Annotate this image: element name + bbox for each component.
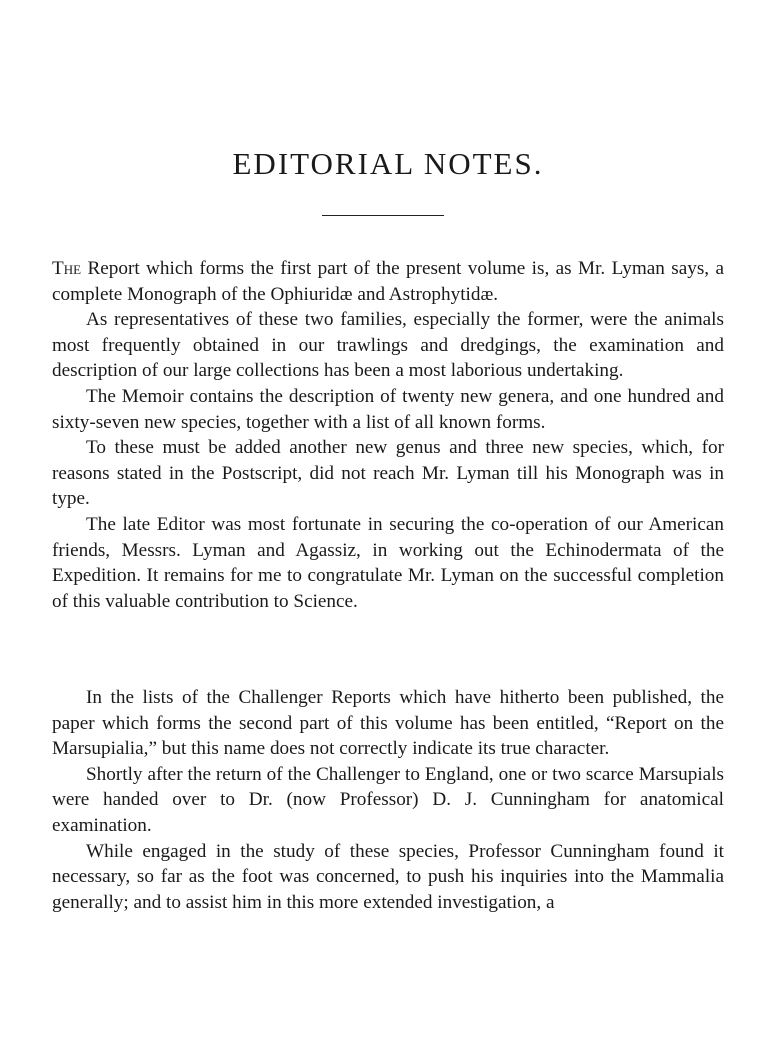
paragraph	[52, 256, 724, 307]
paragraph: To these must be added another new genus and three new species, which, for reasons stated in the Postscript, did not reach Mr. Lyman till his Monograph was in type.	[52, 437, 724, 510]
paragraph: The Memoir contains the description of twenty new genera, and one hundred and sixty-seven new species, together with a list of all known forms.	[52, 385, 724, 433]
page-title: EDITORIAL NOTES.	[232, 146, 544, 181]
paragraph-text: Report which forms the first part of the present volume is, as Mr. Lyman says, a complete Monograph of the Ophiuridæ and Astrophytidæ.	[52, 258, 724, 305]
title-divider	[322, 215, 444, 216]
lead-word: The	[52, 258, 82, 279]
paragraph: Shortly after the return of the Challenger to England, one or two scarce Marsupials were handed over to Dr. (now Professor) D. J. Cunningham for anatomical examination.	[52, 763, 724, 836]
paragraph: The late Editor was most fortunate in securing the co-operation of our American friends, Messrs. Lyman and Agassiz, in working out the Echinodermata of the Expedition. It remains for me to congratulate Mr. Lyman on the successful completion of this valuable contribution to Science.	[52, 513, 724, 612]
notes-section-cunningham	[52, 685, 724, 915]
paragraph: While engaged in the study of these species, Professor Cunningham found it necessary, so far as the foot was concerned, to push his inquiries into the Mammalia generally; and to assist him in this more extended investigation, a	[52, 840, 724, 913]
paragraph: In the lists of the Challenger Reports which have hitherto been published, the paper which forms the second part of this volume has been entitled, “Report on the Marsupialia,” but this name does not correctly indicate its true character.	[52, 687, 724, 760]
notes-section-lyman	[52, 256, 724, 614]
paragraph: As representatives of these two families, especially the former, were the animals most frequently obtained in our trawlings and dredgings, the examination and description of our large collections has been a most laborious undertaking.	[52, 309, 724, 382]
